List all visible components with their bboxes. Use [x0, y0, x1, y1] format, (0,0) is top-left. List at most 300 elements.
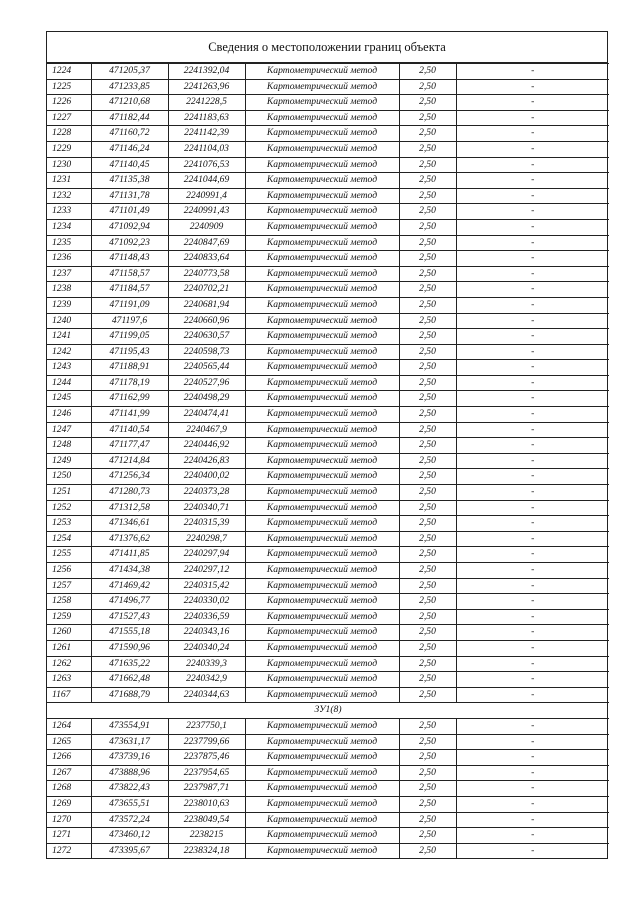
method-cell: Картометрический метод [245, 469, 399, 485]
method-cell: Картометрический метод [245, 781, 399, 797]
accuracy-cell: 2,50 [399, 79, 456, 95]
table-row [47, 360, 609, 376]
accuracy-cell: 2,50 [399, 718, 456, 734]
method-cell: Картометрический метод [245, 391, 399, 407]
description-cell: - [456, 718, 609, 734]
method-cell: Картометрический метод [245, 282, 399, 298]
y-coordinate-cell: 2240598,73 [168, 344, 245, 360]
x-coordinate-cell: 471195,43 [91, 344, 168, 360]
accuracy-cell: 2,50 [399, 266, 456, 282]
point-number-cell: 1249 [47, 453, 91, 469]
x-coordinate-cell: 471376,62 [91, 531, 168, 547]
point-number-cell: 1253 [47, 516, 91, 532]
description-cell: - [456, 672, 609, 688]
accuracy-cell: 2,50 [399, 375, 456, 391]
y-coordinate-cell: 2240991,43 [168, 204, 245, 220]
x-coordinate-cell: 471210,68 [91, 95, 168, 111]
table-row [47, 438, 609, 454]
accuracy-cell: 2,50 [399, 687, 456, 703]
y-coordinate-cell: 2240344,63 [168, 687, 245, 703]
y-coordinate-cell: 2240681,94 [168, 297, 245, 313]
y-coordinate-cell: 2240342,9 [168, 672, 245, 688]
method-cell: Картометрический метод [245, 219, 399, 235]
table-row [47, 297, 609, 313]
point-number-cell: 1248 [47, 438, 91, 454]
point-number-cell: 1232 [47, 188, 91, 204]
point-number-cell: 1250 [47, 469, 91, 485]
x-coordinate-cell: 473631,17 [91, 734, 168, 750]
point-number-cell: 1227 [47, 110, 91, 126]
method-cell: Картометрический метод [245, 718, 399, 734]
y-coordinate-cell: 2240340,71 [168, 500, 245, 516]
table-row [47, 375, 609, 391]
point-number-cell: 1257 [47, 578, 91, 594]
method-cell: Картометрический метод [245, 594, 399, 610]
x-coordinate-cell: 471688,79 [91, 687, 168, 703]
table-row [47, 796, 609, 812]
method-cell: Картометрический метод [245, 656, 399, 672]
point-number-cell: 1266 [47, 750, 91, 766]
table-row [47, 672, 609, 688]
table-row [47, 407, 609, 423]
method-cell: Картометрический метод [245, 266, 399, 282]
accuracy-cell: 2,50 [399, 360, 456, 376]
table-body [47, 64, 609, 859]
method-cell: Картометрический метод [245, 843, 399, 858]
description-cell: - [456, 110, 609, 126]
description-cell: - [456, 796, 609, 812]
description-cell: - [456, 282, 609, 298]
table-row [47, 734, 609, 750]
description-cell: - [456, 828, 609, 844]
method-cell: Картометрический метод [245, 640, 399, 656]
method-cell: Картометрический метод [245, 157, 399, 173]
x-coordinate-cell: 473572,24 [91, 812, 168, 828]
method-cell: Картометрический метод [245, 796, 399, 812]
accuracy-cell: 2,50 [399, 485, 456, 501]
accuracy-cell: 2,50 [399, 141, 456, 157]
table-row [47, 188, 609, 204]
x-coordinate-cell: 471662,48 [91, 672, 168, 688]
accuracy-cell: 2,50 [399, 781, 456, 797]
point-number-cell: 1247 [47, 422, 91, 438]
point-number-cell: 1228 [47, 126, 91, 142]
x-coordinate-cell: 471182,44 [91, 110, 168, 126]
method-cell: Картометрический метод [245, 765, 399, 781]
point-number-cell: 1244 [47, 375, 91, 391]
method-cell: Картометрический метод [245, 422, 399, 438]
y-coordinate-cell: 2240847,69 [168, 235, 245, 251]
x-coordinate-cell: 473655,51 [91, 796, 168, 812]
y-coordinate-cell: 2240297,94 [168, 547, 245, 563]
x-coordinate-cell: 473395,67 [91, 843, 168, 858]
y-coordinate-cell: 2240702,21 [168, 282, 245, 298]
table-row [47, 453, 609, 469]
y-coordinate-cell: 2240340,24 [168, 640, 245, 656]
accuracy-cell: 2,50 [399, 547, 456, 563]
y-coordinate-cell: 2240833,64 [168, 251, 245, 267]
method-cell: Картометрический метод [245, 141, 399, 157]
point-number-cell: 1230 [47, 157, 91, 173]
point-number-cell: 1233 [47, 204, 91, 220]
description-cell: - [456, 531, 609, 547]
method-cell: Картометрический метод [245, 313, 399, 329]
point-number-cell: 1269 [47, 796, 91, 812]
accuracy-cell: 2,50 [399, 313, 456, 329]
point-number-cell: 1252 [47, 500, 91, 516]
accuracy-cell: 2,50 [399, 531, 456, 547]
document-title: Сведения о местоположении границ объекта [47, 32, 607, 63]
description-cell: - [456, 563, 609, 579]
x-coordinate-cell: 471092,23 [91, 235, 168, 251]
description-cell: - [456, 141, 609, 157]
x-coordinate-cell: 471555,18 [91, 625, 168, 641]
x-coordinate-cell: 471346,61 [91, 516, 168, 532]
y-coordinate-cell: 2240315,42 [168, 578, 245, 594]
description-cell: - [456, 594, 609, 610]
description-cell: - [456, 609, 609, 625]
method-cell: Картометрический метод [245, 828, 399, 844]
point-number-cell: 1235 [47, 235, 91, 251]
table-row [47, 251, 609, 267]
table-row [47, 469, 609, 485]
x-coordinate-cell: 471635,22 [91, 656, 168, 672]
x-coordinate-cell: 471411,85 [91, 547, 168, 563]
accuracy-cell: 2,50 [399, 219, 456, 235]
description-cell: - [456, 204, 609, 220]
x-coordinate-cell: 471256,34 [91, 469, 168, 485]
method-cell: Картометрический метод [245, 297, 399, 313]
x-coordinate-cell: 473554,91 [91, 718, 168, 734]
coordinates-sheet [46, 31, 608, 859]
point-number-cell: 1263 [47, 672, 91, 688]
description-cell: - [456, 64, 609, 80]
table-row [47, 95, 609, 111]
y-coordinate-cell: 2240297,12 [168, 563, 245, 579]
method-cell: Картометрический метод [245, 407, 399, 423]
method-cell: Картометрический метод [245, 625, 399, 641]
accuracy-cell: 2,50 [399, 282, 456, 298]
accuracy-cell: 2,50 [399, 796, 456, 812]
x-coordinate-cell: 471191,09 [91, 297, 168, 313]
description-cell: - [456, 375, 609, 391]
y-coordinate-cell: 2240426,83 [168, 453, 245, 469]
x-coordinate-cell: 471135,38 [91, 173, 168, 189]
table-row [47, 781, 609, 797]
table-row [47, 609, 609, 625]
method-cell: Картометрический метод [245, 344, 399, 360]
x-coordinate-cell: 471141,99 [91, 407, 168, 423]
description-cell: - [456, 422, 609, 438]
x-coordinate-cell: 471205,37 [91, 64, 168, 80]
method-cell: Картометрический метод [245, 516, 399, 532]
point-number-cell: 1245 [47, 391, 91, 407]
y-coordinate-cell: 2240991,4 [168, 188, 245, 204]
x-coordinate-cell: 471233,85 [91, 79, 168, 95]
y-coordinate-cell: 2240336,59 [168, 609, 245, 625]
method-cell: Картометрический метод [245, 547, 399, 563]
accuracy-cell: 2,50 [399, 188, 456, 204]
y-coordinate-cell: 2241142,39 [168, 126, 245, 142]
y-coordinate-cell: 2240315,39 [168, 516, 245, 532]
accuracy-cell: 2,50 [399, 407, 456, 423]
table-row [47, 750, 609, 766]
point-number-cell: 1237 [47, 266, 91, 282]
table-row [47, 547, 609, 563]
point-number-cell: 1268 [47, 781, 91, 797]
point-number-cell: 1261 [47, 640, 91, 656]
y-coordinate-cell: 2241044,69 [168, 173, 245, 189]
accuracy-cell: 2,50 [399, 391, 456, 407]
accuracy-cell: 2,50 [399, 157, 456, 173]
description-cell: - [456, 812, 609, 828]
table-row [47, 828, 609, 844]
accuracy-cell: 2,50 [399, 594, 456, 610]
accuracy-cell: 2,50 [399, 500, 456, 516]
boundary-points-table [47, 63, 609, 858]
y-coordinate-cell: 2241104,03 [168, 141, 245, 157]
point-number-cell: 1246 [47, 407, 91, 423]
method-cell: Картометрический метод [245, 329, 399, 345]
description-cell: - [456, 329, 609, 345]
table-row [47, 110, 609, 126]
description-cell: - [456, 344, 609, 360]
y-coordinate-cell: 2240330,02 [168, 594, 245, 610]
table-row [47, 625, 609, 641]
y-coordinate-cell: 2240343,16 [168, 625, 245, 641]
y-coordinate-cell: 2240339,3 [168, 656, 245, 672]
method-cell: Картометрический метод [245, 126, 399, 142]
table-row [47, 843, 609, 858]
table-row [47, 563, 609, 579]
y-coordinate-cell: 2240527,96 [168, 375, 245, 391]
accuracy-cell: 2,50 [399, 609, 456, 625]
method-cell: Картометрический метод [245, 750, 399, 766]
description-cell: - [456, 469, 609, 485]
description-cell: - [456, 500, 609, 516]
method-cell: Картометрический метод [245, 375, 399, 391]
method-cell: Картометрический метод [245, 360, 399, 376]
table-row [47, 656, 609, 672]
y-coordinate-cell: 2241263,96 [168, 79, 245, 95]
point-number-cell: 1254 [47, 531, 91, 547]
point-number-cell: 1258 [47, 594, 91, 610]
point-number-cell: 1262 [47, 656, 91, 672]
point-number-cell: 1255 [47, 547, 91, 563]
y-coordinate-cell: 2240498,29 [168, 391, 245, 407]
description-cell: - [456, 516, 609, 532]
x-coordinate-cell: 471199,05 [91, 329, 168, 345]
table-row [47, 235, 609, 251]
table-row [47, 718, 609, 734]
y-coordinate-cell: 2241392,04 [168, 64, 245, 80]
point-number-cell: 1265 [47, 734, 91, 750]
point-number-cell: 1267 [47, 765, 91, 781]
description-cell: - [456, 126, 609, 142]
x-coordinate-cell: 471590,96 [91, 640, 168, 656]
method-cell: Картометрический метод [245, 438, 399, 454]
y-coordinate-cell: 2240298,7 [168, 531, 245, 547]
accuracy-cell: 2,50 [399, 640, 456, 656]
section-header-row [47, 703, 609, 719]
accuracy-cell: 2,50 [399, 843, 456, 858]
accuracy-cell: 2,50 [399, 828, 456, 844]
x-coordinate-cell: 471162,99 [91, 391, 168, 407]
table-row [47, 219, 609, 235]
accuracy-cell: 2,50 [399, 173, 456, 189]
table-row [47, 765, 609, 781]
description-cell: - [456, 157, 609, 173]
accuracy-cell: 2,50 [399, 204, 456, 220]
description-cell: - [456, 79, 609, 95]
point-number-cell: 1264 [47, 718, 91, 734]
y-coordinate-cell: 2238049,54 [168, 812, 245, 828]
x-coordinate-cell: 473888,96 [91, 765, 168, 781]
method-cell: Картометрический метод [245, 485, 399, 501]
x-coordinate-cell: 473822,43 [91, 781, 168, 797]
y-coordinate-cell: 2240400,02 [168, 469, 245, 485]
description-cell: - [456, 640, 609, 656]
section-label: ЗУ1(8) [47, 703, 609, 719]
description-cell: - [456, 251, 609, 267]
description-cell: - [456, 297, 609, 313]
description-cell: - [456, 313, 609, 329]
description-cell: - [456, 781, 609, 797]
description-cell: - [456, 578, 609, 594]
x-coordinate-cell: 471140,45 [91, 157, 168, 173]
table-row [47, 391, 609, 407]
x-coordinate-cell: 473739,16 [91, 750, 168, 766]
accuracy-cell: 2,50 [399, 64, 456, 80]
x-coordinate-cell: 471434,38 [91, 563, 168, 579]
accuracy-cell: 2,50 [399, 656, 456, 672]
table-row [47, 687, 609, 703]
point-number-cell: 1243 [47, 360, 91, 376]
point-number-cell: 1260 [47, 625, 91, 641]
table-row [47, 329, 609, 345]
table-row [47, 313, 609, 329]
accuracy-cell: 2,50 [399, 765, 456, 781]
table-row [47, 812, 609, 828]
description-cell: - [456, 750, 609, 766]
accuracy-cell: 2,50 [399, 110, 456, 126]
accuracy-cell: 2,50 [399, 672, 456, 688]
method-cell: Картометрический метод [245, 531, 399, 547]
method-cell: Картометрический метод [245, 453, 399, 469]
x-coordinate-cell: 471496,77 [91, 594, 168, 610]
point-number-cell: 1231 [47, 173, 91, 189]
x-coordinate-cell: 471188,91 [91, 360, 168, 376]
accuracy-cell: 2,50 [399, 563, 456, 579]
point-number-cell: 1234 [47, 219, 91, 235]
table-row [47, 204, 609, 220]
method-cell: Картометрический метод [245, 734, 399, 750]
description-cell: - [456, 188, 609, 204]
x-coordinate-cell: 471148,43 [91, 251, 168, 267]
table-row [47, 173, 609, 189]
point-number-cell: 1226 [47, 95, 91, 111]
point-number-cell: 1229 [47, 141, 91, 157]
y-coordinate-cell: 2237750,1 [168, 718, 245, 734]
point-number-cell: 1259 [47, 609, 91, 625]
point-number-cell: 1251 [47, 485, 91, 501]
accuracy-cell: 2,50 [399, 734, 456, 750]
method-cell: Картометрический метод [245, 563, 399, 579]
point-number-cell: 1242 [47, 344, 91, 360]
y-coordinate-cell: 2240909 [168, 219, 245, 235]
method-cell: Картометрический метод [245, 204, 399, 220]
table-row [47, 500, 609, 516]
y-coordinate-cell: 2238215 [168, 828, 245, 844]
y-coordinate-cell: 2240773,58 [168, 266, 245, 282]
accuracy-cell: 2,50 [399, 469, 456, 485]
table-row [47, 485, 609, 501]
x-coordinate-cell: 471140,54 [91, 422, 168, 438]
accuracy-cell: 2,50 [399, 297, 456, 313]
x-coordinate-cell: 471146,24 [91, 141, 168, 157]
description-cell: - [456, 391, 609, 407]
x-coordinate-cell: 471184,57 [91, 282, 168, 298]
accuracy-cell: 2,50 [399, 329, 456, 345]
accuracy-cell: 2,50 [399, 95, 456, 111]
y-coordinate-cell: 2241228,5 [168, 95, 245, 111]
description-cell: - [456, 453, 609, 469]
description-cell: - [456, 765, 609, 781]
table-row [47, 282, 609, 298]
y-coordinate-cell: 2237875,46 [168, 750, 245, 766]
y-coordinate-cell: 2240446,92 [168, 438, 245, 454]
x-coordinate-cell: 471177,47 [91, 438, 168, 454]
point-number-cell: 1241 [47, 329, 91, 345]
table-row [47, 141, 609, 157]
description-cell: - [456, 687, 609, 703]
accuracy-cell: 2,50 [399, 251, 456, 267]
method-cell: Картометрический метод [245, 95, 399, 111]
accuracy-cell: 2,50 [399, 126, 456, 142]
y-coordinate-cell: 2237799,66 [168, 734, 245, 750]
accuracy-cell: 2,50 [399, 422, 456, 438]
y-coordinate-cell: 2241183,63 [168, 110, 245, 126]
method-cell: Картометрический метод [245, 609, 399, 625]
description-cell: - [456, 407, 609, 423]
point-number-cell: 1240 [47, 313, 91, 329]
method-cell: Картометрический метод [245, 578, 399, 594]
x-coordinate-cell: 471469,42 [91, 578, 168, 594]
table-row [47, 531, 609, 547]
table-row [47, 516, 609, 532]
description-cell: - [456, 235, 609, 251]
x-coordinate-cell: 471158,57 [91, 266, 168, 282]
method-cell: Картометрический метод [245, 64, 399, 80]
x-coordinate-cell: 471280,73 [91, 485, 168, 501]
description-cell: - [456, 438, 609, 454]
accuracy-cell: 2,50 [399, 438, 456, 454]
description-cell: - [456, 266, 609, 282]
point-number-cell: 1239 [47, 297, 91, 313]
x-coordinate-cell: 471131,78 [91, 188, 168, 204]
table-row [47, 344, 609, 360]
point-number-cell: 1271 [47, 828, 91, 844]
method-cell: Картометрический метод [245, 672, 399, 688]
accuracy-cell: 2,50 [399, 344, 456, 360]
table-row [47, 64, 609, 80]
accuracy-cell: 2,50 [399, 750, 456, 766]
table-row [47, 578, 609, 594]
accuracy-cell: 2,50 [399, 578, 456, 594]
x-coordinate-cell: 471214,84 [91, 453, 168, 469]
x-coordinate-cell: 471160,72 [91, 126, 168, 142]
method-cell: Картометрический метод [245, 173, 399, 189]
